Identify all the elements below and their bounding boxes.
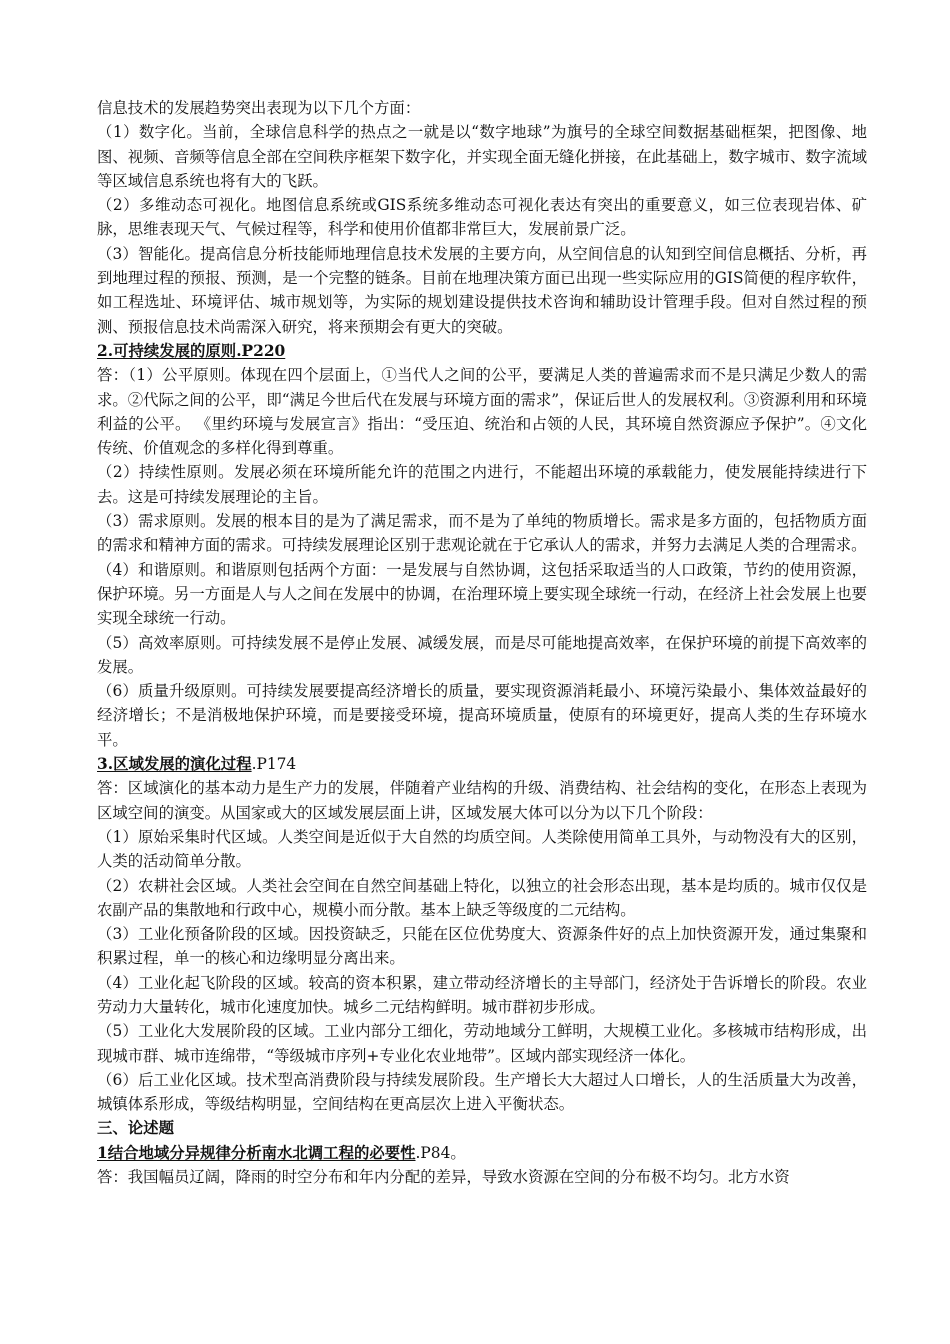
paragraph-evolution-answer: 答：区域演化的基本动力是生产力的发展，伴随着产业结构的升级、消费结构、社会结构的变化，在形态上表现为区域空间的演变。从国家或大的区域发展层面上讲，区域发展大体可以分为以下几个阶段： bbox=[97, 779, 867, 822]
heading-sustainable-principles: 2.可持续发展的原则.P220 bbox=[97, 341, 286, 360]
paragraph-water-answer: 答：我国幅员辽阔，降雨的时空分布和年内分配的差异，导致水资源在空间的分布极不均匀。北方水资 bbox=[97, 1168, 790, 1187]
paragraph-stage-3: （3）工业化预备阶段的区域。因投资缺乏，只能在区位优势度大、资源条件好的点上加快资源开发，通过集聚和积累过程，单一的核心和边缘明显分离出来。 bbox=[97, 925, 867, 968]
paragraph-stage-2: （2）农耕社会区域。人类社会空间在自然空间基础上特化，以独立的社会形态出现，基本是均质的。城市仅仅是农副产品的集散地和行政中心，规模小而分散。基本上缺乏等级度的二元结构。 bbox=[97, 876, 867, 919]
paragraph-quality: （6）质量升级原则。可持续发展要提高经济增长的质量，要实现资源消耗最小、环境污染最小、集体效益最好的经济增长；不是消极地保护环境，而是要接受环境，提高环境质量，使原有的环境更好，提高人类的生存环境水平。 bbox=[97, 682, 867, 749]
paragraph-stage-1: （1）原始采集时代区域。人类空间是近似于大自然的均质空间。人类除使用简单工具外，与动物没有大的区别，人类的活动简单分散。 bbox=[97, 827, 867, 871]
document-page bbox=[97, 96, 867, 1189]
heading-south-north-water: 1结合地域分异规律分析南水北调工程的必要性.P84。 bbox=[97, 1143, 466, 1162]
paragraph-efficiency: （5）高效率原则。可持续发展不是停止发展、减缓发展，而是尽可能地提高效率，在保护环境的前提下高效率的发展。 bbox=[97, 633, 867, 676]
paragraph-digitization: （1）数字化。当前，全球信息科学的热点之一就是以“数字地球”为旗号的全球空间数据基础框架，把图像、地图、视频、音频等信息全部在空间秩序框架下数字化，并实现全面无缝化拼接，在此基础上，数字城市、数字流域等区域信息系统也将有大的飞跃。 bbox=[97, 123, 867, 190]
paragraph-intro: 信息技术的发展趋势突出表现为以下几个方面： bbox=[97, 99, 421, 117]
paragraph-stage-6: （6）后工业化区域。技术型高消费阶段与持续发展阶段。生产增长大大超过人口增长，人的生活质量大为改善，城镇体系形成，等级结构明显，空间结构在更高层次上进入平衡状态。 bbox=[97, 1070, 867, 1114]
section-heading-essay: 三、论述题 bbox=[97, 1119, 174, 1138]
paragraph-fairness: 答：（1）公平原则。体现在四个层面上，①当代人之间的公平，要满足人类的普遍需求而不是只满足少数人的需求。②代际之间的公平，即“满足今世后代在发展与环境方面的需求”，保证后世人的发展权利。③资源利用和环境利益的公平。 《里约环境与发展宣言》指出：“受压迫、统治和占领的人民，其环境自然资源应予保护”。④文化传统、价值观念的多样化得到尊重。 bbox=[97, 366, 867, 458]
paragraph-intelligence: （3）智能化。提高信息分析技能师地理信息技术发展的主要方向，从空间信息的认知到空间信息概括、分析，再到地理过程的预报、预测，是一个完整的链条。目前在地理决策方面已出现一些实际应用的GIS简便的程序软件，如工程选址、环境评估、城市规划等，为实际的规划建设提供技术咨询和辅助设计管理手段。但对自然过程的预测、预报信息技术尚需深入研究，将来预期会有更大的突破。 bbox=[97, 244, 867, 336]
paragraph-stage-5: （5）工业化大发展阶段的区域。工业内部分工细化，劳动地域分工鲜明，大规模工业化。多核城市结构形成，出现城市群、城市连绵带，“等级城市序列+专业化农业地带”。区域内部实现经济一体化。 bbox=[97, 1022, 867, 1065]
paragraph-visualization: （2）多维动态可视化。地图信息系统或GIS系统多维动态可视化表达有突出的重要意义，如三位表现岩体、矿脉，思维表现天气、气候过程等，科学和使用价值都非常巨大，发展前景广泛。 bbox=[97, 196, 867, 239]
paragraph-stage-4: （4）工业化起飞阶段的区域。较高的资本积累，建立带动经济增长的主导部门，经济处于告诉增长的阶段。农业劳动力大量转化，城市化速度加快。城乡二元结构鲜明。城市群初步形成。 bbox=[97, 973, 867, 1016]
paragraph-harmony: （4）和谐原则。和谐原则包括两个方面：一是发展与自然协调，这包括采取适当的人口政策，节约的使用资源，保护环境。另一方面是人与人之间在发展中的协调，在治理环境上要实现全球统一行动，在经济上社会发展上也要实现全球统一行动。 bbox=[97, 560, 867, 628]
paragraph-sustainability: （2）持续性原则。发展必须在环境所能允许的范围之内进行，不能超出环境的承载能力，使发展能持续进行下去。这是可持续发展理论的主旨。 bbox=[97, 463, 867, 506]
heading-regional-evolution: 3.区域发展的演化过程.P174 bbox=[97, 755, 297, 774]
paragraph-demand: （3）需求原则。发展的根本目的是为了满足需求，而不是为了单纯的物质增长。需求是多方面的，包括物质方面的需求和精神方面的需求。可持续发展理论区别于悲观论就在于它承认人的需求，并努力去满足人类的合理需求。 bbox=[97, 512, 867, 555]
